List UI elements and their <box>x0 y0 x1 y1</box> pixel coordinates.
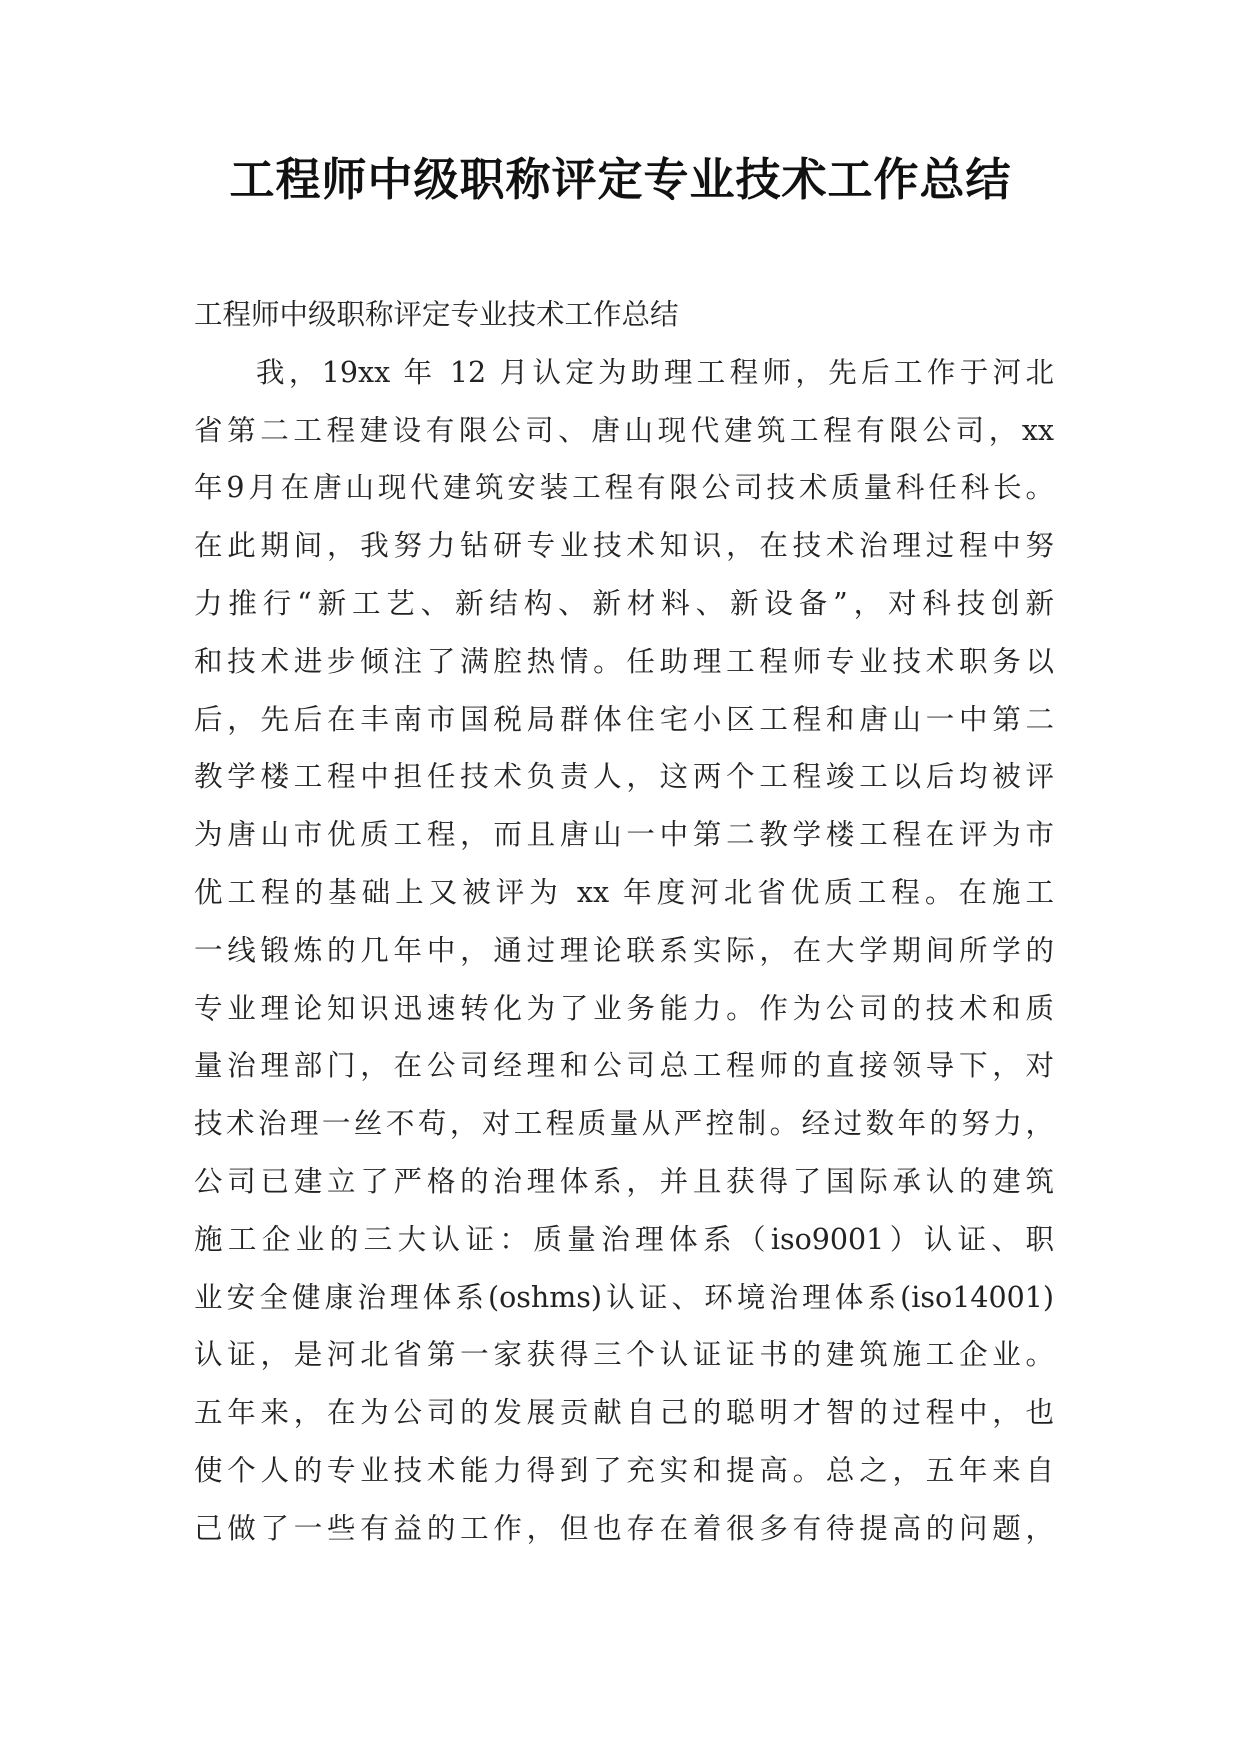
body-line: 和技术进步倾注了满腔热情。任助理工程师专业技术职务以 <box>194 644 1054 678</box>
body-line: 施工企业的三大认证：质量治理体系（iso9001）认证、职 <box>194 1222 1054 1256</box>
body-line: 技术治理一丝不苟，对工程质量从严控制。经过数年的努力， <box>194 1107 1054 1141</box>
body-line: 使个人的专业技术能力得到了充实和提高。总之，五年来自 <box>194 1453 1054 1487</box>
body-line: 在此期间，我努力钻研专业技术知识，在技术治理过程中努 <box>194 529 1054 563</box>
body-line: 后，先后在丰南市国税局群体住宅小区工程和唐山一中第二 <box>194 702 1054 736</box>
body-subtitle: 工程师中级职称评定专业技术工作总结 <box>194 298 679 331</box>
body-line: 一线锻炼的几年中，通过理论联系实际，在大学期间所学的 <box>194 933 1054 967</box>
body-line: 我，19xx 年 12 月认定为助理工程师，先后工作于河北 <box>256 355 1054 389</box>
body-line: 专业理论知识迅速转化为了业务能力。作为公司的技术和质 <box>194 991 1054 1025</box>
body-line: 为唐山市优质工程，而且唐山一中第二教学楼工程在评为市 <box>194 818 1054 852</box>
body-line: 认证，是河北省第一家获得三个认证证书的建筑施工企业。 <box>194 1338 1054 1372</box>
body-line: 量治理部门，在公司经理和公司总工程师的直接领导下，对 <box>194 1049 1054 1083</box>
body-line: 年9月在唐山现代建筑安装工程有限公司技术质量科任科长。 <box>194 471 1054 505</box>
body-line: 公司已建立了严格的治理体系，并且获得了国际承认的建筑 <box>194 1164 1054 1198</box>
document-title: 工程师中级职称评定专业技术工作总结 <box>229 153 1012 206</box>
document-body <box>194 286 1054 1558</box>
body-line: 省第二工程建设有限公司、唐山现代建筑工程有限公司，xx <box>194 413 1054 447</box>
body-line: 己做了一些有益的工作，但也存在着很多有待提高的问题， <box>194 1511 1054 1545</box>
body-line: 五年来，在为公司的发展贡献自己的聪明才智的过程中，也 <box>194 1396 1054 1430</box>
body-line: 教学楼工程中担任技术负责人，这两个工程竣工以后均被评 <box>194 760 1054 794</box>
body-line: 力推行“新工艺、新结构、新材料、新设备”，对科技创新 <box>194 586 1054 620</box>
body-line: 优工程的基础上又被评为 xx 年度河北省优质工程。在施工 <box>194 875 1054 909</box>
body-line: 业安全健康治理体系(oshms)认证、环境治理体系(iso14001) <box>194 1280 1054 1314</box>
